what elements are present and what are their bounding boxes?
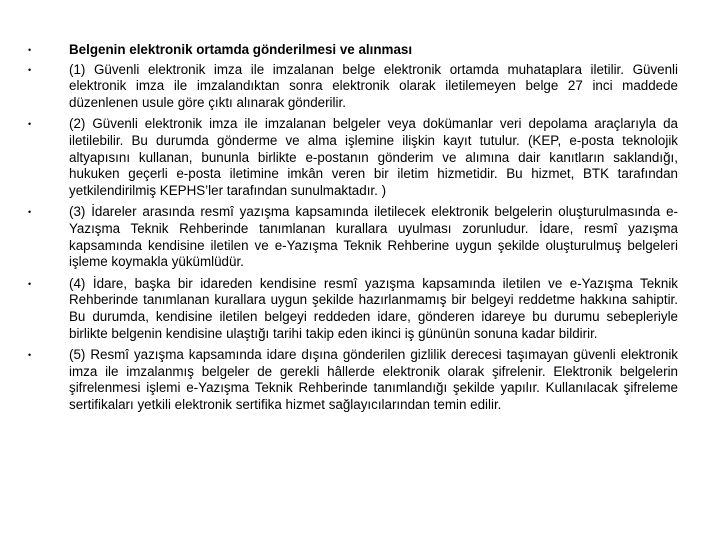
paragraph-4-text: (4) İdare, başka bir idareden kendisine resmî yazışma kapsamında iletilen ve e-Yazışma Teknik Rehberinde tanımlanan kurallara uygun şekilde hazırlanmamış bir belgeyi reddetme hakkına sahiptir. Bu durumda, kendisine iletilen belgeyi reddeden idare, gönderen idareye bu durumu sebepleriyle birlikte belgenin kendisine ulaştığı tarihi takip eden ikinci iş gününün sonuna kadar bildirir. [69, 275, 678, 341]
bullet-dot-icon: • [28, 64, 32, 75]
bullet-dot-icon: • [28, 119, 32, 130]
paragraph-2-text: (2) Güvenli elektronik imza ile imzalanan belgeler veya dokümanlar veri depolama araçlarıyla da iletilebilir. Bu durumda gönderme ve alma işlemine ilişkin kayıt tutulur. (KEP, e-posta teknolojik altyapısını kullanan, bununla birlikte e-postanın gönderim ve alımına dair kanıtların saklandığı, hukuken geçerli e-posta iletimine imkân veren bir iletim hizmetidir. Bu hizmet, BTK tarafından yetkilendirilmiş KEPHS’ler tarafından sunulmaktadır. ) [69, 116, 678, 198]
bullet-item-paragraph-5 [28, 347, 678, 413]
paragraph-3-text: (3) İdareler arasında resmî yazışma kapsamında iletilecek elektronik belgelerin oluşturulmasında e-Yazışma Teknik Rehberinde tanımlanan kurallara uyulması zorunludur. İdare, resmî yazışma kapsamında kendisine iletilen ve e-Yazışma Teknik Rehberine uygun şekilde oluşturulmuş belgeleri işleme koymakla yükümlüdür. [69, 204, 678, 270]
bullet-dot-icon: • [28, 207, 32, 218]
bullet-item-paragraph-3 [28, 204, 678, 270]
paragraph-1-text: (1) Güvenli elektronik imza ile imzalanan belge elektronik ortamda muhataplara iletilir. Güvenli elektronik imza ile imzalandıktan sonra elektronik olarak iletilemeyen belge 27 inci maddede düzenlenen usule göre çıktı alınarak gönderilir. [69, 61, 678, 110]
bullet-item-paragraph-1 [28, 62, 678, 112]
bullet-item-paragraph-2 [28, 116, 678, 199]
bullet-dot-icon: • [28, 278, 32, 289]
section-heading: Belgenin elektronik ortamda gönderilmesi ve alınması [69, 42, 413, 57]
bullet-dot-icon: • [28, 45, 32, 55]
bullet-list [28, 42, 678, 413]
slide-content [28, 42, 678, 418]
bullet-dot-icon: • [28, 350, 32, 361]
bullet-item-heading [28, 42, 678, 59]
paragraph-5-text: (5) Resmî yazışma kapsamında idare dışına gönderilen gizlilik derecesi taşımayan güvenli elektronik imza ile imzalanmış belgeler de gerekli hâllerde elektronik olarak şifrelenir. Elektronik belgelerin şifrelenmesi işlemi e-Yazışma Teknik Rehberinde tanımlandığı şekilde yapılır. Kullanılacak şifreleme sertifikaları yetkili elektronik sertifika hizmet sağlayıcılarından temin edilir. [69, 347, 678, 412]
bullet-item-paragraph-4 [28, 276, 678, 342]
